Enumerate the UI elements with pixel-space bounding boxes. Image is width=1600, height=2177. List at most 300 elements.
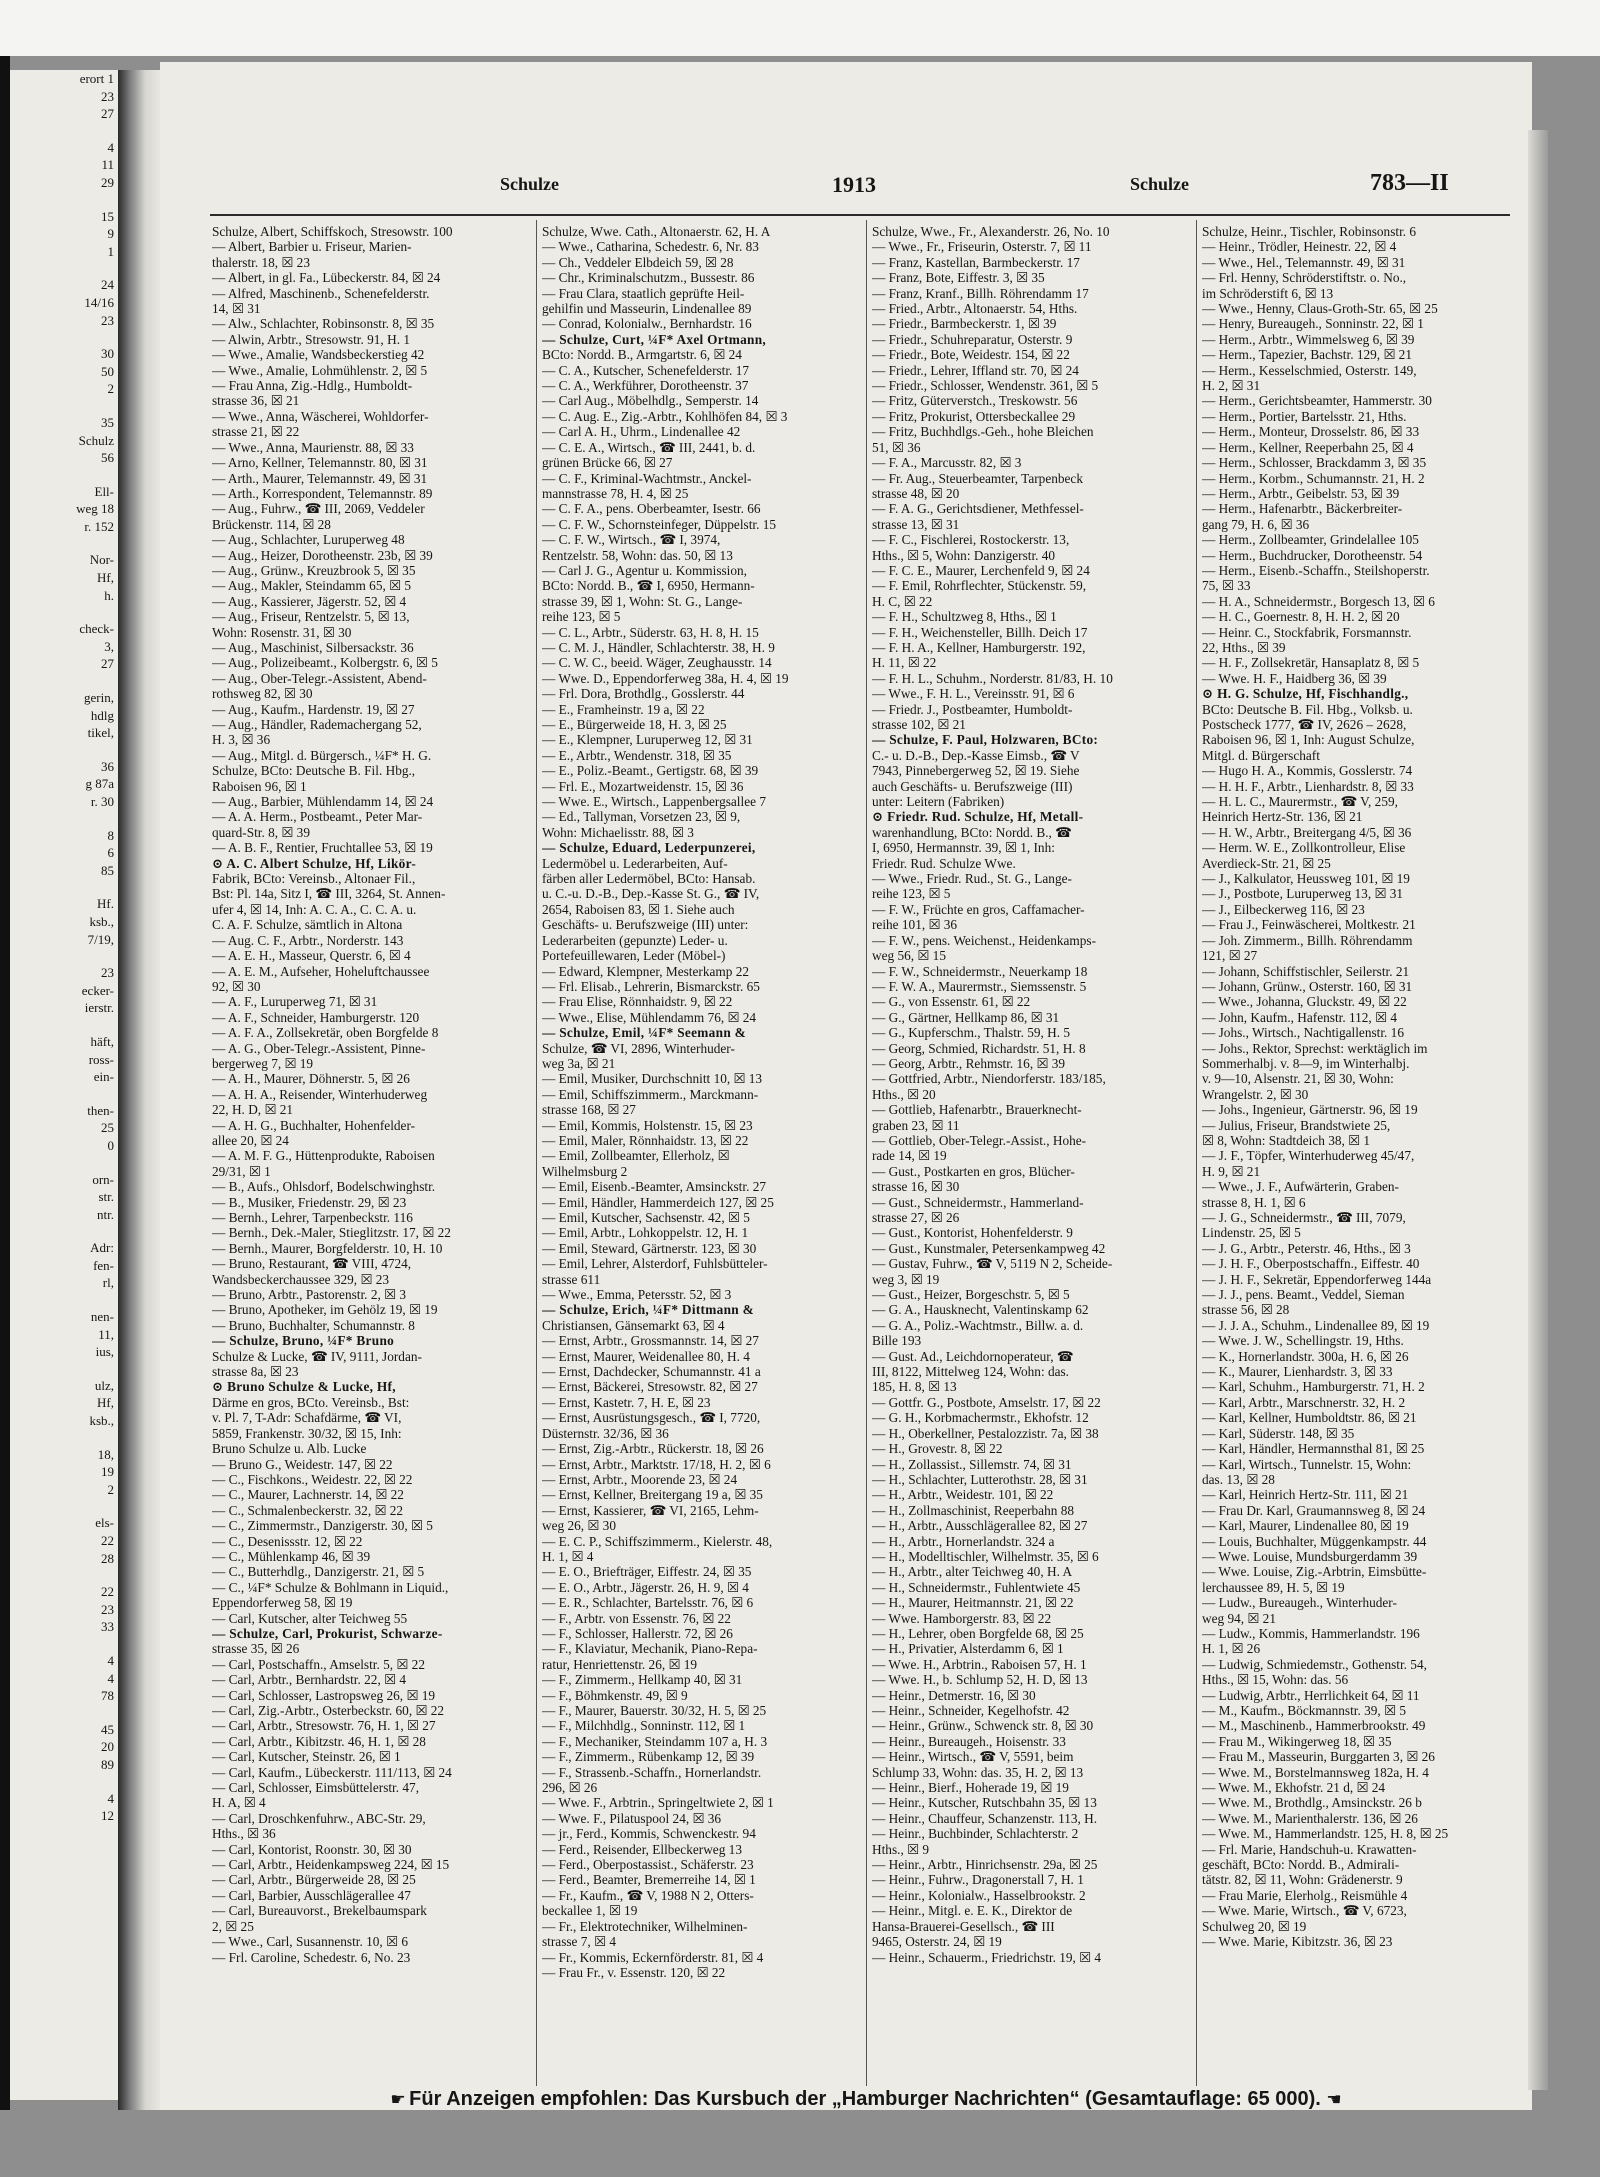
directory-entry-line: — H., Lehrer, oben Borgfelde 68, ☒ 25 [872,1625,1084,1641]
directory-entry-line: Hths., ☒ 15, Wohn: das. 56 [1202,1672,1349,1688]
directory-entry-line: — Aug., Maschinist, Silbersackstr. 36 [212,639,414,655]
directory-entry-line: — Ludw., Bureaugeh., Winterhuder- [1202,1595,1397,1611]
directory-entry-line: strasse 13, ☒ 31 [872,516,960,532]
prev-page-line: 56 [101,450,114,466]
directory-entry-line: — Gustav, Fuhrw., ☎ V, 5119 N 2, Scheide- [872,1256,1113,1272]
directory-entry-line: Hths., ☒ 36 [212,1826,276,1842]
directory-entry-line: — Alw., Schlachter, Robinsonstr. 8, ☒ 35 [212,316,435,332]
directory-entry-line: — Wwe. F., Pilatuspool 24, ☒ 36 [542,1810,722,1826]
directory-entry-line: 121, ☒ 27 [1202,948,1258,964]
directory-entry-line: — Carl, Kutscher, alter Teichweg 55 [212,1610,408,1626]
directory-entry-line: — Heinr., Grünw., Schwenck str. 8, ☒ 30 [872,1718,1094,1734]
directory-entry-line: — Johann, Schiffstischler, Seilerstr. 21 [1202,963,1410,979]
scan-left-edge [0,56,10,2136]
prev-page-line: 35 [101,414,114,430]
directory-entry-line: gehilfin und Masseurin, Lindenallee 89 [542,301,752,317]
directory-entry-line: 5859, Frankenstr. 30/32, ☒ 15, Inh: [212,1425,402,1441]
directory-entry-line: 2654, Raboisen 83, ☒ 1. Siehe auch [542,901,735,917]
directory-entry-line: — Wwe. Marie, Kibitzstr. 36, ☒ 23 [1202,1934,1393,1950]
directory-entry-line: Schulze, BCto: Deutsche B. Fil. Hbg., [212,763,416,779]
directory-entry-line: — Carl, Kaufm., Lübeckerstr. 111/113, ☒ 24 [212,1764,452,1780]
directory-entry-line: — Frl. Henny, Schröderstiftstr. o. No., [1202,270,1407,286]
directory-entry-line: — Karl, Schuhm., Hamburgerstr. 71, H. 2 [1202,1379,1425,1395]
directory-entry-line: — Gottfr. G., Postbote, Amselstr. 17, ☒ 22 [872,1394,1101,1410]
directory-entry-line: — H., Arbtr., Weidestr. 101, ☒ 22 [872,1487,1054,1503]
directory-entry-line: — K., Hornerlandstr. 300a, H. 6, ☒ 26 [1202,1348,1409,1364]
directory-entry-line: — Wwe., Henny, Claus-Groth-Str. 65, ☒ 25 [1202,301,1438,317]
directory-entry-line: H. C, ☒ 22 [872,593,933,609]
directory-entry-line: 51, ☒ 36 [872,439,921,455]
prev-page-line: els- [95,1515,114,1531]
directory-column-1 [212,224,530,2086]
directory-entry-line: — F., Zimmerm., Rübenkamp 12, ☒ 39 [542,1749,755,1765]
directory-entry-line: — Carl, Kutscher, Steinstr. 26, ☒ 1 [212,1749,401,1765]
directory-entry-line: — Herm., Eisenb.-Schaffn., Steilshoperstr. [1202,562,1430,578]
directory-entry-line: das. 13, ☒ 28 [1202,1471,1275,1487]
directory-entry-line: C.- u. D.-B., Dep.-Kasse Eimsb., ☎ V [872,747,1080,763]
directory-entry-line: — H., Maurer, Heitmannstr. 21, ☒ 22 [872,1595,1074,1611]
directory-entry-line: — Ernst, Ausrüstungsgesch., ☎ I, 7720, [542,1410,761,1426]
directory-entry-line: — H., Modelltischler, Wilhelmstr. 35, ☒ 6 [872,1548,1099,1564]
directory-entry-line: — Herm., Korbm., Schumannstr. 21, H. 2 [1202,470,1425,486]
prev-page-line: Schulz [78,432,114,448]
prev-page-line: 2 [107,381,114,397]
prev-page-line: 4 [107,139,114,155]
directory-entry-line: — Wwe., Fr., Friseurin, Osterstr. 7, ☒ 11 [872,239,1092,255]
directory-entry-line: Schulze & Lucke, ☎ IV, 9111, Jordan- [212,1348,422,1364]
directory-entry-line: — J., Eilbeckerweg 116, ☒ 23 [1202,901,1365,917]
directory-entry-line: — Chr., Kriminalschutzm., Bussestr. 86 [542,270,755,286]
directory-entry-line: — C. A., Kutscher, Schenefelderstr. 17 [542,362,750,378]
directory-entry-line: — Arno, Kellner, Telemannstr. 80, ☒ 31 [212,455,428,471]
directory-entry-line: — Conrad, Kolonialw., Bernhardstr. 16 [542,316,752,332]
directory-entry-line: — Wwe. M., Hammerlandstr. 125, H. 8, ☒ 25 [1202,1826,1449,1842]
directory-entry-line: — A. E. M., Aufseher, Hoheluftchaussee [212,963,430,979]
prev-page-gap [10,1155,118,1171]
prev-page-gap [10,1292,118,1308]
directory-entry-line: — G., von Essenstr. 61, ☒ 22 [872,994,1031,1010]
directory-entry-line: — Ernst, Kastetr. 7, H. E, ☒ 23 [542,1394,711,1410]
directory-entry-line: — Schulze, Bruno, ¼F* Bruno [212,1333,395,1349]
directory-entry-line: — Aug., Schlachter, Luruperweg 48 [212,532,405,548]
directory-entry-line: — A. H. G., Buchhalter, Hohenfelder- [212,1117,416,1133]
directory-entry-line: lerchaussee 89, H. 5, ☒ 19 [1202,1579,1345,1595]
book-spine [118,70,164,2110]
directory-entry-line: — Heinr., Bureaugeh., Hoisenstr. 33 [872,1733,1066,1749]
prev-page-gap [10,1498,118,1514]
directory-entry-line: — Schulze, F. Paul, Holzwaren, BCto: [872,732,1099,748]
directory-entry-line: — Wwe. H., Arbtrin., Raboisen 57, H. 1 [872,1656,1087,1672]
prev-page-line: 12 [101,1808,114,1824]
directory-entry-line: — jr., Ferd., Kommis, Schwenckestr. 94 [542,1826,756,1842]
prev-page-line: 20 [101,1739,114,1755]
prev-page-line: fen- [93,1257,114,1273]
prev-page-gap [10,1636,118,1652]
directory-entry-line: — F. W., pens. Weichenst., Heidenkamps- [872,932,1097,948]
directory-entry-line: — Carl A. H., Uhrm., Lindenallee 42 [542,424,741,440]
prev-page-gap [10,1223,118,1239]
directory-entry-line: — H., Zollassist., Sillemstr. 74, ☒ 31 [872,1456,1072,1472]
scan-background-top [0,0,1600,56]
directory-entry-line: im Schröderstift 6, ☒ 13 [1202,285,1334,301]
directory-entry-line: Bille 193 [872,1333,922,1349]
directory-entry-line: — Alwin, Arbtr., Stresowstr. 91, H. 1 [212,331,410,347]
footer-advert-text: Für Anzeigen empfohlen: Das Kursbuch der „Hamburger Nachrichten“ (Gesamtauflage: 65 000). [409,2088,1321,2110]
directory-entry-line: — Emil, Musiker, Durchschnitt 10, ☒ 13 [542,1071,763,1087]
directory-entry-line: Hths., ☒ 9 [872,1841,929,1857]
prev-page-line: 4 [107,1790,114,1806]
directory-entry-line: strasse 8, H. 1, ☒ 6 [1202,1194,1306,1210]
directory-entry-line: — F. H., Weichensteller, Billh. Deich 17 [872,624,1088,640]
directory-entry-line: — Friedr., Schuhreparatur, Osterstr. 9 [872,331,1073,347]
directory-entry-line: gang 79, H. 6, ☒ 36 [1202,516,1310,532]
directory-entry-line: — Fritz, Güterverstch., Treskowstr. 56 [872,393,1078,409]
directory-entry-line: H. 11, ☒ 22 [872,655,937,671]
prev-page-gap [10,1361,118,1377]
prev-page-line: 3, [104,638,114,654]
directory-entry-line: — Bruno, Buchhalter, Schumannstr. 8 [212,1317,415,1333]
directory-entry-line: — Gust., Postkarten en gros, Blücher- [872,1163,1075,1179]
directory-entry-line: — C., Maurer, Lachnerstr. 14, ☒ 22 [212,1487,404,1503]
directory-entry-line: ufer 4, ☒ 14, Inh: A. C. A., C. C. A. u. [212,901,417,917]
directory-entry-line: H. 3, ☒ 36 [212,732,271,748]
directory-entry-line: — Frau Marie, Elerholg., Reismühle 4 [1202,1887,1408,1903]
directory-entry-line: — Wwe. D., Eppendorferweg 38a, H. 4, ☒ 19 [542,670,789,686]
directory-entry-line: — H., Schneidermstr., Fuhlentwiete 45 [872,1579,1081,1595]
directory-entry-line: I, 6950, Hermannstr. 39, ☒ 1, Inh: [872,840,1055,856]
directory-entry-line: strasse 56, ☒ 28 [1202,1302,1290,1318]
directory-entry-line: — J. J., pens. Beamt., Veddel, Sieman [1202,1287,1405,1303]
directory-entry-line: — Ludwig, Arbtr., Herrlichkeit 64, ☒ 11 [1202,1687,1420,1703]
directory-entry-line: — Wwe., Amalie, Wandsbeckerstieg 42 [212,347,425,363]
directory-entry-line: Heinrich Hertz-Str. 136, ☒ 21 [1202,809,1363,825]
prev-page-line: ein- [93,1069,114,1085]
directory-entry-line: strasse 102, ☒ 21 [872,717,966,732]
directory-entry-line: — Herm., Arbtr., Wimmelsweg 6, ☒ 39 [1202,331,1415,347]
prev-page-gap [10,329,118,345]
directory-entry-line: — Friedr., Lehrer, Iffland str. 70, ☒ 24 [872,362,1079,378]
directory-entry-line: Schulze, Heinr., Tischler, Robinsonstr. 6 [1202,224,1417,239]
directory-entry-line: — Frau M., Masseurin, Burggarten 3, ☒ 26 [1202,1749,1435,1765]
directory-entry-line: — H., Privatier, Alsterdamm 6, ☒ 1 [872,1641,1064,1657]
directory-entry-line: — Carl, Schlosser, Eimsbüttelerstr. 47, [212,1780,420,1796]
directory-entry-line: — Herm., Portier, Bartelsstr. 21, Hths. [1202,408,1407,424]
directory-entry-line: — Joh. Zimmerm., Billh. Röhrendamm [1202,932,1413,948]
directory-entry-line: — Wwe. Hamborgerstr. 83, ☒ 22 [872,1610,1052,1626]
prev-page-gap [10,1086,118,1102]
directory-entry-line: — Fritz, Buchhdlgs.-Geh., hohe Bleichen [872,424,1094,440]
directory-entry-line: Brückenstr. 114, ☒ 28 [212,516,331,532]
prev-page-line: Nor- [89,552,114,568]
directory-entry-line: — C., Desenissstr. 12, ☒ 22 [212,1533,363,1549]
directory-entry-line: — Wwe., F. H. L., Vereinsstr. 91, ☒ 6 [872,686,1075,702]
directory-entry-line: — Wwe. H., b. Schlump 52, H. D, ☒ 13 [872,1672,1088,1688]
directory-entry-line: — C., Mühlenkamp 46, ☒ 39 [212,1548,371,1564]
directory-entry-line: warenhandlung, BCto: Nordd. B., ☎ [872,824,1072,840]
directory-entry-line: — J., Postbote, Luruperweg 13, ☒ 31 [1202,886,1404,902]
directory-entry-line: — Frau Elise, Rönnhaidstr. 9, ☒ 22 [542,994,733,1010]
directory-entry-line: reihe 101, ☒ 36 [872,917,958,933]
prev-page-line: 27 [101,656,114,672]
directory-entry-line: — J. J. A., Schuhm., Lindenallee 89, ☒ 19 [1202,1317,1430,1333]
directory-entry-line: ratur, Henriettenstr. 26, ☒ 19 [542,1656,698,1672]
directory-page [160,62,1532,2118]
directory-entry-line: H. 9, ☒ 21 [1202,1163,1261,1179]
directory-entry-line: — Julius, Friseur, Brandstwiete 25, [1202,1117,1391,1133]
directory-entry-line: — Bruno, Restaurant, ☎ VIII, 4724, [212,1256,412,1272]
directory-entry-line: rothsweg 82, ☒ 30 [212,686,313,702]
prev-page-gap [10,1774,118,1790]
directory-entry-line: — Gust., Heizer, Borgeschstr. 5, ☒ 5 [872,1287,1070,1303]
prev-page-line: 23 [101,1601,114,1617]
directory-entry-line: Lederarbeiten (gepunzte) Leder- u. [542,932,728,948]
directory-entry-line: — Karl, Heinrich Hertz-Str. 111, ☒ 21 [1202,1487,1409,1503]
directory-entry-line: — Ernst, Arbtr., Grossmannstr. 14, ☒ 27 [542,1333,759,1349]
directory-entry-line: — C. F. W., Schornsteinfeger, Düppelstr. 15 [542,516,777,532]
directory-entry-line: — Emil, Steward, Gärtnerstr. 123, ☒ 30 [542,1240,757,1256]
directory-entry-line: — Herm. W. E., Zollkontrolleur, Elise [1202,840,1406,856]
directory-entry-line: — H. F., Zollsekretär, Hansaplatz 8, ☒ 5 [1202,655,1420,671]
prev-page-line: orn- [92,1171,114,1187]
directory-entry-line: — E., Framheinstr. 19 a, ☒ 22 [542,701,705,717]
directory-entry-line: — Herm., Gerichtsbeamter, Hammerstr. 30 [1202,393,1432,409]
directory-entry-line: — C. F. W., Wirtsch., ☎ I, 3974, [542,532,721,548]
prev-page-line: Ell- [94,483,114,499]
directory-entry-line: — Fr., Kommis, Eckernförderstr. 81, ☒ 4 [542,1949,764,1965]
directory-entry-line: — Heinr., Arbtr., Hinrichsenstr. 29a, ☒ 25 [872,1857,1098,1873]
directory-entry-line: — Herm., Arbtr., Geibelstr. 53, ☒ 39 [1202,485,1400,501]
prev-page-line: g 87a [85,776,114,792]
prev-page-line: r. 30 [90,794,114,809]
directory-entry-line: rade 14, ☒ 19 [872,1148,947,1164]
directory-entry-line: — J. G., Schneidermstr., ☎ III, 7079, [1202,1210,1406,1225]
directory-entry-line: — Franz, Kranf., Billh. Röhrendamm 17 [872,285,1089,301]
directory-entry-line: — John, Kaufm., Hafenstr. 112, ☒ 4 [1202,1009,1397,1025]
directory-entry-line: allee 20, ☒ 24 [212,1132,289,1148]
prev-page-gap [10,742,118,758]
directory-entry-line: weg 26, ☒ 30 [542,1518,616,1534]
prev-page-line: 18, [97,1446,114,1462]
directory-entry-line: u. C.-u. D.-B., Dep.-Kasse St. G., ☎ IV, [542,886,760,902]
directory-entry-line: — Friedr., Bote, Weidestr. 154, ☒ 22 [872,347,1070,363]
directory-entry-line: — Bernh., Maurer, Borgfelderstr. 10, H. 10 [212,1240,443,1256]
directory-entry-line: — J. H. F., Sekretär, Eppendorferweg 144a [1202,1271,1432,1287]
directory-entry-line: — Carl, Arbtr., Kibitzstr. 46, H. 1, ☒ 28 [212,1733,426,1749]
directory-entry-line: — Aug., Polizeibeamt., Kolbergstr. 6, ☒ 5 [212,655,438,671]
directory-entry-line: weg 3a, ☒ 21 [542,1055,616,1071]
directory-entry-line: — C. E. A., Wirtsch., ☎ III, 2441, b. d. [542,439,756,455]
directory-entry-line: — Johann, Grünw., Osterstr. 160, ☒ 31 [1202,978,1413,994]
directory-entry-line: Schulweg 20, ☒ 19 [1202,1918,1307,1934]
directory-entry-line: — A. F., Schneider, Hamburgerstr. 120 [212,1009,420,1025]
directory-entry-line: — Georg, Schmied, Richardstr. 51, H. 8 [872,1040,1086,1056]
directory-entry-line: — A. B. F., Rentier, Fruchtallee 53, ☒ 19 [212,840,433,856]
prev-page-line: str. [98,1189,114,1205]
directory-entry-line: — Bernh., Lehrer, Tarpenbeckstr. 116 [212,1210,413,1225]
directory-entry-line: Postscheck 1777, ☎ IV, 2626 – 2628, [1202,717,1407,732]
directory-entry-line: — Wwe., Johanna, Gluckstr. 49, ☒ 22 [1202,994,1407,1010]
directory-entry-line: — Aug., Kassierer, Jägerstr. 52, ☒ 4 [212,593,407,609]
directory-entry-line: Friedr. Rud. Schulze Wwe. [872,855,1016,871]
directory-entry-line: — Frl. Marie, Handschuh-u. Krawatten- [1202,1841,1417,1857]
directory-entry-line: — E. C. P., Schiffszimmerm., Kielerstr. 48, [542,1533,773,1549]
directory-entry-line: — Carl, Arbtr., Bernhardstr. 22, ☒ 4 [212,1672,406,1688]
directory-entry-line: — Carl, Arbtr., Stresowstr. 76, H. 1, ☒ 27 [212,1718,436,1734]
directory-entry-line: — F. Emil, Rohrflechter, Stückenstr. 59, [872,578,1087,594]
prev-page-line: 23 [101,965,114,981]
directory-entry-line: — Ludwig, Schmiedemstr., Gothenstr. 54, [1202,1656,1427,1672]
directory-entry-line: weg 94, ☒ 21 [1202,1610,1276,1626]
column-divider [866,220,867,2086]
directory-entry-line: — K., Maurer, Lienhardstr. 3, ☒ 33 [1202,1364,1393,1380]
directory-entry-line: — Carl, Arbtr., Bürgerweide 28, ☒ 25 [212,1872,416,1888]
directory-entry-line: geschäft, BCto: Nordd. B., Admirali- [1202,1857,1400,1873]
directory-entry-line: Bruno Schulze u. Alb. Lucke [212,1441,367,1457]
directory-entry-line: — Ferd., Reisender, Ellbeckerweg 13 [542,1841,742,1857]
directory-entry-line: — Herm., Zollbeamter, Grindelallee 105 [1202,532,1419,548]
directory-entry-line: — Heinr., Bierf., Hoherade 19, ☒ 19 [872,1780,1069,1796]
prev-page-line: 14/16 [84,294,114,310]
directory-entry-line: — Ernst, Zig.-Arbtr., Rückerstr. 18, ☒ 26 [542,1441,764,1457]
prev-page-gap [10,260,118,276]
directory-entry-line: 22, H. D, ☒ 21 [212,1102,293,1118]
directory-entry-line: — H., Oberkellner, Pestalozzistr. 7a, ☒ 38 [872,1425,1099,1441]
prev-page-line: 25 [101,1120,114,1136]
prev-page-gap [10,467,118,483]
directory-entry-line: — F. W., Schneidermstr., Neuerkamp 18 [872,963,1088,979]
directory-entry-line: — Wwe., Carl, Susannenstr. 10, ☒ 6 [212,1934,408,1950]
directory-entry-line: — Karl, Kellner, Humboldtstr. 86, ☒ 21 [1202,1410,1417,1426]
directory-entry-line: Portefeuillewaren, Leder (Möbel-) [542,948,726,964]
directory-entry-line: — Georg, Arbtr., Rehmstr. 16, ☒ 39 [872,1055,1066,1071]
directory-column-2 [542,224,860,2086]
directory-entry-line: — Arth., Maurer, Telemannstr. 49, ☒ 31 [212,470,428,486]
directory-entry-line: — Herm., Schlosser, Brackdamm 3, ☒ 35 [1202,455,1427,471]
prev-page-gap [10,673,118,689]
directory-entry-line: Averdieck-Str. 21, ☒ 25 [1202,855,1331,871]
directory-entry-line: — Ernst, Kellner, Breitergang 19 a, ☒ 35 [542,1487,763,1503]
directory-entry-line: — Albert, Barbier u. Friseur, Marien- [212,239,412,255]
directory-entry-line: — Carl, Zig.-Arbtr., Osterbeckstr. 60, ☒ 22 [212,1703,445,1718]
directory-entry-line: — Carl, Schlosser, Lastropsweg 26, ☒ 19 [212,1687,436,1703]
directory-entry-line: thalerstr. 18, ☒ 23 [212,254,310,270]
directory-entry-line: — C., Butterhdlg., Danzigerstr. 21, ☒ 5 [212,1564,425,1580]
directory-entry-line: — Emil, Lehrer, Alsterdorf, Fuhlsbütteler- [542,1256,768,1272]
directory-entry-line: — Bruno G., Weidestr. 147, ☒ 22 [212,1456,393,1472]
directory-entry-line: BCto: Deutsche B. Fil. Hbg., Volksb. u. [1202,701,1413,717]
directory-entry-line: — Heinr., Kutscher, Rutschbahn 35, ☒ 13 [872,1795,1097,1811]
directory-entry-line: ☒ 8, Wohn: Stadtdeich 38, ☒ 1 [1202,1132,1371,1148]
directory-entry-line: — Frau M., Wikingerweg 18, ☒ 35 [1202,1733,1392,1749]
directory-entry-line: — Friedr., Schlosser, Wendenstr. 361, ☒ 5 [872,378,1099,394]
prev-page-line: 4 [107,1670,114,1686]
prev-page-gap [10,1567,118,1583]
directory-entry-line: weg 3, ☒ 19 [872,1271,940,1287]
directory-entry-line: — Wwe. Marie, Wirtsch., ☎ V, 6723, [1202,1903,1407,1919]
directory-entry-line: — Fr., Kaufm., ☎ V, 1988 N 2, Otters- [542,1887,754,1903]
directory-entry-line: Wilhelmsburg 2 [542,1163,628,1179]
directory-entry-line: — Aug. C. F., Arbtr., Norderstr. 143 [212,932,404,948]
directory-entry-line: — Schulze, Emil, ¼F* Seemann & [542,1025,747,1041]
directory-entry-line: — Ernst, Bäckerei, Stresowstr. 82, ☒ 27 [542,1379,758,1395]
directory-entry-line: — Wwe., Anna, Wäscherei, Wohldorfer- [212,408,429,424]
prev-page-line: 19 [101,1464,114,1480]
directory-entry-line: — Heinr., Detmerstr. 16, ☒ 30 [872,1687,1036,1703]
directory-entry-line: III, 8122, Mittelweg 124, Wohn: das. [872,1364,1070,1380]
directory-entry-line: — F. W., Früchte en gros, Caffamacher- [872,901,1085,917]
directory-entry-line: Schulze, Wwe., Fr., Alexanderstr. 26, No. 10 [872,224,1110,239]
directory-entry-line: — Aug., Kaufm., Hardenstr. 19, ☒ 27 [212,701,415,717]
directory-entry-line: ⊙ H. G. Schulze, Hf, Fischhandlg., [1202,686,1409,702]
directory-entry-line: — Ch., Veddeler Elbdeich 59, ☒ 28 [542,254,734,270]
directory-entry-line: — E. O., Briefträger, Eiffestr. 24, ☒ 35 [542,1564,752,1580]
page-edge-shadow [1528,130,1548,2090]
directory-entry-line: Schulze, ☎ VI, 2896, Winterhuder- [542,1040,735,1056]
directory-entry-line: — Aug., Grünw., Kreuzbrook 5, ☒ 35 [212,562,416,578]
prev-page-line: 23 [101,88,114,104]
directory-entry-line: — H. L. C., Maurermstr., ☎ V, 259, [1202,794,1398,810]
directory-entry-line: Christiansen, Gänsemarkt 63, ☒ 4 [542,1317,725,1333]
directory-entry-line: — H., Arbtr., Ausschlägerallee 82, ☒ 27 [872,1518,1088,1534]
directory-entry-line: bergerweg 7, ☒ 19 [212,1055,314,1071]
directory-entry-line: 92, ☒ 30 [212,978,261,994]
prev-page-gap [10,1705,118,1721]
directory-entry-line: — Aug., Heizer, Dorotheenstr. 23b, ☒ 39 [212,547,433,563]
directory-entry-line: — Aug., Fuhrw., ☎ III, 2069, Veddeler [212,501,425,517]
directory-entry-line: beckallee 1, ☒ 19 [542,1903,638,1919]
directory-entry-line: — Karl, Händler, Hermannsthal 81, ☒ 25 [1202,1441,1425,1457]
directory-entry-line: — Henry, Bureaugeh., Sonninstr. 22, ☒ 1 [1202,316,1424,332]
directory-entry-line: Wrangelstr. 2, ☒ 30 [1202,1086,1309,1102]
directory-entry-line: — G. A., Hausknecht, Valentinskamp 62 [872,1302,1089,1318]
directory-entry-line: strasse 7, ☒ 4 [542,1934,616,1950]
directory-entry-line: — Ernst, Arbtr., Moorende 23, ☒ 24 [542,1471,738,1487]
prev-page-line: ierstr. [84,1000,114,1016]
directory-entry-line: strasse 36, ☒ 21 [212,393,300,409]
directory-entry-line: — Wwe. Louise, Mundsburgerdamm 39 [1202,1548,1418,1564]
prev-page-line: 30 [101,346,114,362]
directory-entry-line: Eppendorferweg 58, ☒ 19 [212,1595,353,1611]
prev-page-line: tikel, [87,725,114,741]
directory-entry-line: — F. C. E., Maurer, Lerchenfeld 9, ☒ 24 [872,562,1090,578]
directory-entry-line: — Carl, Droschkenfuhrw., ABC-Str. 29, [212,1810,426,1826]
directory-entry-line: — Gust. Ad., Leichdornoperateur, ☎ [872,1348,1074,1364]
directory-entry-line: — Gust., Kunstmaler, Petersenkampweg 42 [872,1240,1106,1256]
directory-entry-line: 296, ☒ 26 [542,1780,598,1796]
directory-entry-line: Wandsbeckerchaussee 329, ☒ 23 [212,1271,390,1287]
prev-page-line: check- [79,621,114,637]
directory-entry-line: — F. H., Schultzweg 8, Hths., ☒ 1 [872,609,1057,625]
directory-entry-line: — Emil, Schiffszimmerm., Marckmann- [542,1086,759,1102]
directory-entry-line: — Gust., Schneidermstr., Hammerland- [872,1194,1084,1210]
directory-entry-line: 9465, Osterstr. 24, ☒ 19 [872,1934,1002,1950]
prev-page-line: hdlg [90,707,114,723]
directory-entry-line: — Frau Dr. Karl, Graumannsweg 8, ☒ 24 [1202,1502,1426,1518]
directory-entry-line: — Carl, Kontorist, Roonstr. 30, ☒ 30 [212,1841,412,1857]
directory-entry-line: — C. Aug. E., Zig.-Arbtr., Kohlhöfen 84, ☒ 3 [542,408,788,424]
directory-entry-line: graben 23, ☒ 11 [872,1117,960,1133]
pointing-hand-left-icon: ☛ [390,2090,404,2109]
directory-entry-line: — Heinr., Fuhrw., Dragonerstall 7, H. 1 [872,1872,1084,1888]
directory-entry-line: strasse 27, ☒ 26 [872,1210,960,1225]
column-divider [1196,220,1197,2086]
prev-page-line: 45 [101,1721,114,1737]
prev-page-line: 7/19, [87,931,114,947]
directory-entry-line: — H. H. F., Arbtr., Lienhardstr. 8, ☒ 33 [1202,778,1414,794]
prev-page-line: 2 [107,1481,114,1497]
directory-entry-line: — A. H. A., Reisender, Winterhuderweg [212,1086,428,1102]
directory-entry-line: — Johs., Ingenieur, Gärtnerstr. 96, ☒ 19 [1202,1102,1418,1118]
